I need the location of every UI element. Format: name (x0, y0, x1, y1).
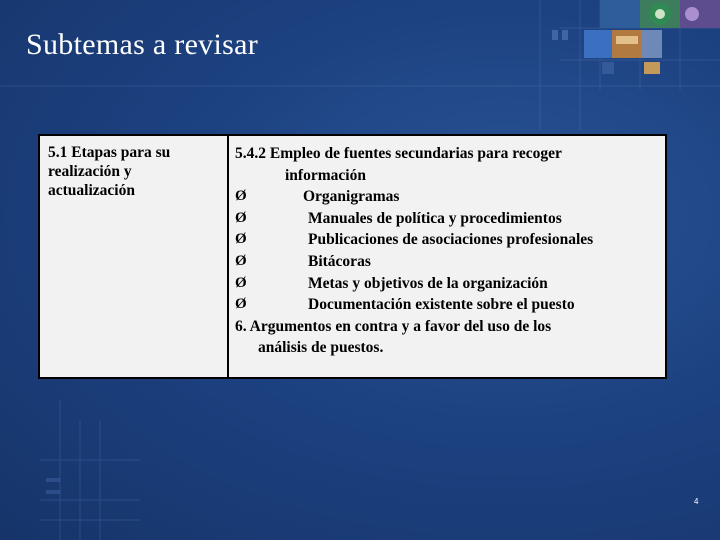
list-item (235, 251, 659, 273)
arrow-bullet-icon: Ø (235, 231, 247, 248)
left-cell-line: actualización (48, 182, 135, 199)
left-cell-line: 5.1 Etapas para su (48, 144, 171, 161)
list-item-text: Manuales de política y procedimientos (308, 209, 562, 227)
list-item-text: Metas y objetivos de la organización (308, 274, 548, 292)
arrow-bullet-icon: Ø (235, 296, 247, 313)
right-cell-heading: 5.4.2 Empleo de fuentes secundarias para recoger (235, 145, 562, 162)
list-item (235, 208, 659, 230)
table-cell-left (40, 136, 229, 377)
slide-title: Subtemas a revisar (26, 28, 258, 61)
right-cell-footer: 6. Argumentos en contra y a favor del uso de los (235, 317, 552, 335)
list-item-text: Publicaciones de asociaciones profesionales (308, 231, 594, 249)
right-cell-heading-cont: información (285, 166, 366, 184)
page-number: 4 (694, 497, 699, 506)
list-item-text: Organigramas (303, 188, 400, 206)
arrow-bullet-icon: Ø (235, 252, 247, 269)
arrow-bullet-icon: Ø (235, 188, 247, 205)
list-item-text: Documentación existente sobre el puesto (308, 296, 575, 314)
content-table (38, 134, 667, 379)
list-item (235, 273, 659, 295)
list-item-text: Bitácoras (308, 252, 371, 270)
left-cell-line: realización y (48, 163, 132, 180)
arrow-bullet-icon: Ø (235, 274, 247, 291)
list-item (235, 294, 659, 316)
list-item (235, 186, 659, 208)
table-cell-right (229, 136, 665, 377)
right-cell-footer-cont: análisis de puestos. (258, 339, 384, 357)
list-item (235, 229, 659, 251)
arrow-bullet-icon: Ø (235, 209, 247, 226)
